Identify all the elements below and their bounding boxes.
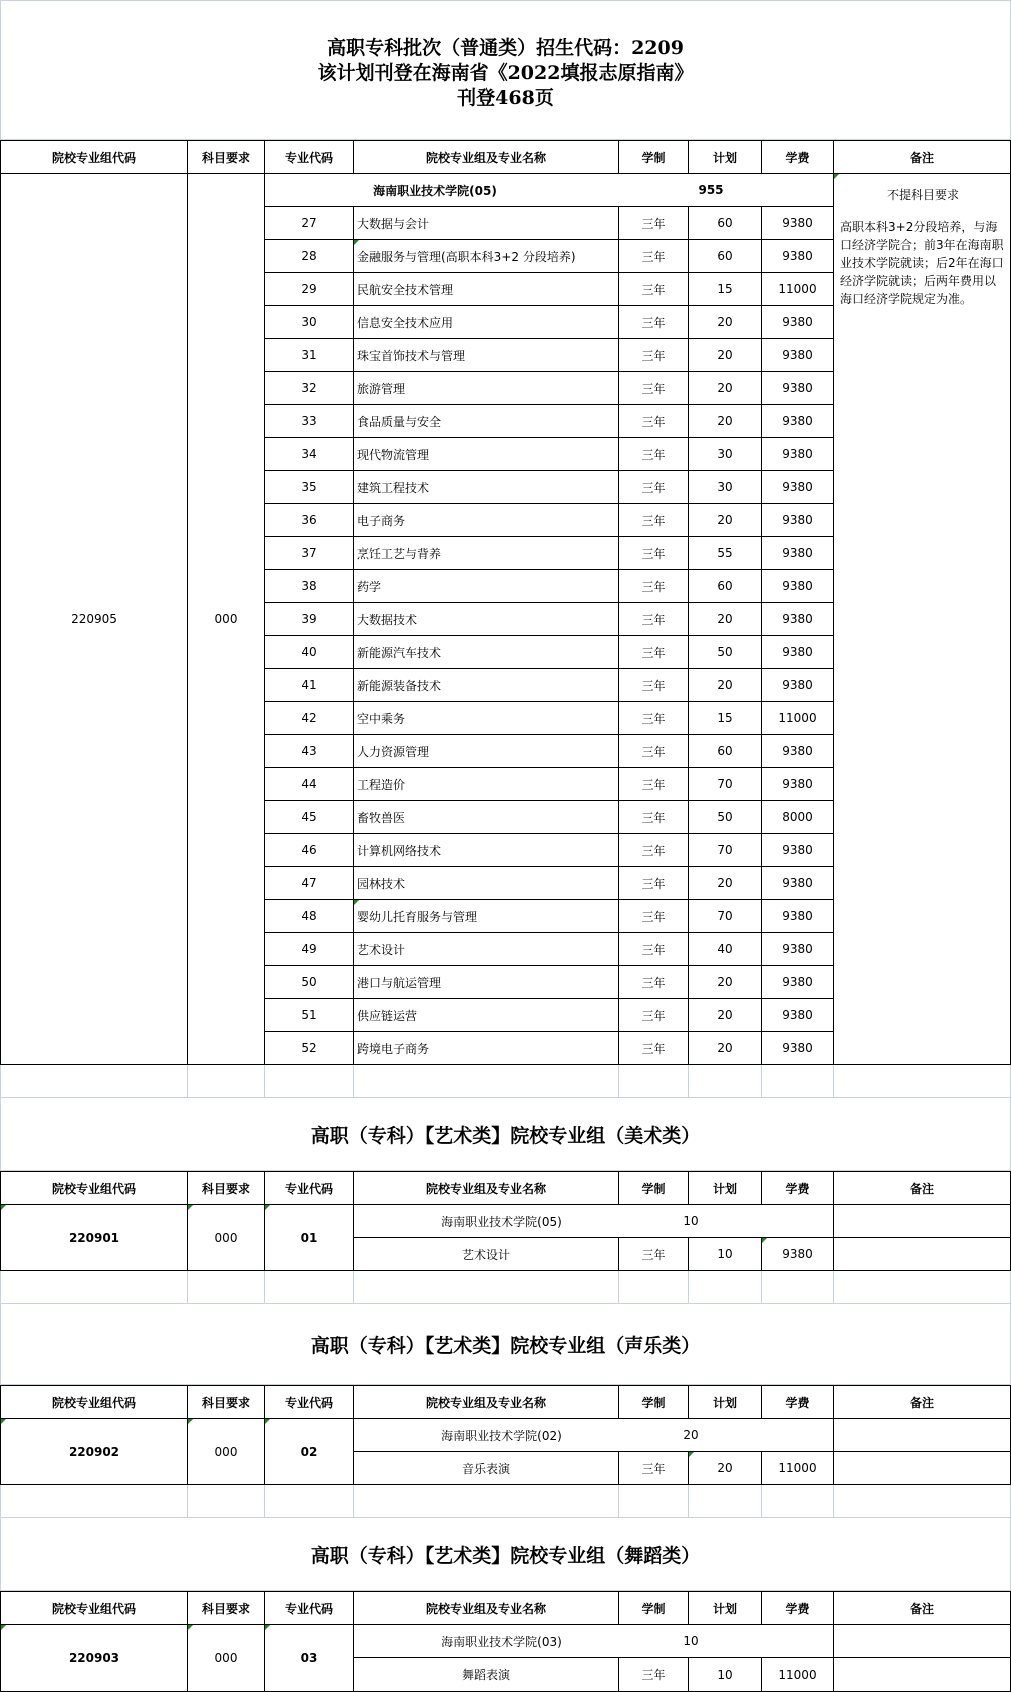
remark xyxy=(834,1205,1011,1238)
plan: 70 xyxy=(689,768,762,801)
fee: 9380 xyxy=(762,768,834,801)
empty-cell xyxy=(834,1271,1011,1304)
plan: 20 xyxy=(689,603,762,636)
plan: 20 xyxy=(689,999,762,1032)
fee: 9380 xyxy=(762,966,834,999)
empty-cell xyxy=(354,1065,619,1098)
fee: 9380 xyxy=(762,471,834,504)
duration: 三年 xyxy=(619,339,689,372)
fee: 9380 xyxy=(762,405,834,438)
major-name: 民航安全技术管理 xyxy=(354,273,619,306)
duration: 三年 xyxy=(619,702,689,735)
major-code: 43 xyxy=(265,735,354,768)
major-name: 舞蹈表演 xyxy=(354,1658,619,1692)
section-title: 高职（专科）【艺术类】院校专业组（美术类） xyxy=(0,1098,1011,1171)
sheet-title xyxy=(0,0,1011,140)
header-remark: 备注 xyxy=(834,140,1011,174)
college-row xyxy=(0,174,1011,207)
title-line-2: 该计划刊登在海南省《2022填报志原指南》 xyxy=(317,61,694,84)
empty-cell xyxy=(188,1485,265,1518)
header-name: 院校专业组及专业名称 xyxy=(354,1591,619,1625)
major-name: 空中乘务 xyxy=(354,702,619,735)
group-code: 220905 xyxy=(0,174,188,1065)
major-name: 信息安全技术应用 xyxy=(354,306,619,339)
plan: 50 xyxy=(689,636,762,669)
header-row xyxy=(0,140,1011,174)
empty-cell xyxy=(265,1271,354,1304)
header-name: 院校专业组及专业名称 xyxy=(354,1385,619,1419)
major-name: 建筑工程技术 xyxy=(354,471,619,504)
header-subject: 科目要求 xyxy=(188,1171,265,1205)
plan: 30 xyxy=(689,471,762,504)
duration: 三年 xyxy=(619,768,689,801)
major-name: 婴幼儿托育服务与管理 xyxy=(354,900,619,933)
duration: 三年 xyxy=(619,306,689,339)
header-major-code: 专业代码 xyxy=(265,140,354,174)
major-code: 31 xyxy=(265,339,354,372)
fee: 9380 xyxy=(762,372,834,405)
duration: 三年 xyxy=(619,900,689,933)
plan: 70 xyxy=(689,834,762,867)
major-name: 药学 xyxy=(354,570,619,603)
college-row xyxy=(0,1205,1011,1238)
header-major-code: 专业代码 xyxy=(265,1171,354,1205)
empty-cell xyxy=(762,1065,834,1098)
major-code: 44 xyxy=(265,768,354,801)
major-code: 50 xyxy=(265,966,354,999)
duration: 三年 xyxy=(619,207,689,240)
section-title: 高职（专科）【艺术类】院校专业组（舞蹈类） xyxy=(0,1518,1011,1591)
fee: 9380 xyxy=(762,504,834,537)
plan: 10 xyxy=(689,1238,762,1271)
fee: 11000 xyxy=(762,702,834,735)
empty-cell xyxy=(619,1485,689,1518)
duration: 三年 xyxy=(619,1032,689,1065)
empty-cell xyxy=(762,1271,834,1304)
major-name: 畜牧兽医 xyxy=(354,801,619,834)
fee: 9380 xyxy=(762,933,834,966)
major-code: 42 xyxy=(265,702,354,735)
subject-requirement: 000 xyxy=(188,174,265,1065)
duration: 三年 xyxy=(619,1658,689,1692)
major-code: 38 xyxy=(265,570,354,603)
major-name: 跨境电子商务 xyxy=(354,1032,619,1065)
fee: 11000 xyxy=(762,1452,834,1485)
plan: 55 xyxy=(689,537,762,570)
major-code: 46 xyxy=(265,834,354,867)
duration: 三年 xyxy=(619,405,689,438)
major-name: 艺术设计 xyxy=(354,933,619,966)
college-name: 海南职业技术学院(03) xyxy=(354,1625,619,1658)
plan: 20 xyxy=(689,1032,762,1065)
fee: 11000 xyxy=(762,273,834,306)
empty-cell xyxy=(689,1485,762,1518)
duration: 三年 xyxy=(619,273,689,306)
college-plan: 10 xyxy=(619,1205,834,1238)
duration: 三年 xyxy=(619,867,689,900)
plan: 60 xyxy=(689,735,762,768)
college-plan: 10 xyxy=(619,1625,834,1658)
empty-cell xyxy=(619,1065,689,1098)
group-code: 220902 xyxy=(0,1419,188,1485)
major-name: 新能源汽车技术 xyxy=(354,636,619,669)
header-plan: 计划 xyxy=(689,1591,762,1625)
fee: 9380 xyxy=(762,306,834,339)
remark xyxy=(834,1658,1011,1692)
subject-requirement: 000 xyxy=(188,1625,265,1692)
major-code: 39 xyxy=(265,603,354,636)
fee: 9380 xyxy=(762,1032,834,1065)
major-name: 金融服务与管理(高职本科3+2 分段培养) xyxy=(354,240,619,273)
empty-cell xyxy=(188,1065,265,1098)
major-name: 供应链运营 xyxy=(354,999,619,1032)
plan: 60 xyxy=(689,240,762,273)
empty-cell xyxy=(265,1065,354,1098)
header-row xyxy=(0,1171,1011,1205)
empty-cell xyxy=(689,1065,762,1098)
fee: 9380 xyxy=(762,735,834,768)
blank-row xyxy=(0,1065,1011,1098)
header-name: 院校专业组及专业名称 xyxy=(354,1171,619,1205)
major-code: 48 xyxy=(265,900,354,933)
major-name: 食品质量与安全 xyxy=(354,405,619,438)
college-plan: 955 xyxy=(619,174,834,207)
major-code: 29 xyxy=(265,273,354,306)
fee: 9380 xyxy=(762,669,834,702)
fee: 9380 xyxy=(762,834,834,867)
empty-cell xyxy=(0,1271,188,1304)
fee: 8000 xyxy=(762,801,834,834)
duration: 三年 xyxy=(619,372,689,405)
major-name: 园林技术 xyxy=(354,867,619,900)
header-plan: 计划 xyxy=(689,1385,762,1419)
fee: 9380 xyxy=(762,570,834,603)
header-remark: 备注 xyxy=(834,1591,1011,1625)
header-name: 院校专业组及专业名称 xyxy=(354,140,619,174)
major-code: 37 xyxy=(265,537,354,570)
empty-cell xyxy=(762,1485,834,1518)
major-name: 港口与航运管理 xyxy=(354,966,619,999)
fee: 9380 xyxy=(762,999,834,1032)
remark xyxy=(834,174,1011,1065)
plan: 20 xyxy=(689,306,762,339)
header-group-code: 院校专业组代码 xyxy=(0,1385,188,1419)
major-code: 35 xyxy=(265,471,354,504)
fee: 9380 xyxy=(762,900,834,933)
header-duration: 学制 xyxy=(619,1591,689,1625)
duration: 三年 xyxy=(619,735,689,768)
remark-text: 高职本科3+2分段培养，与海口经济学院合；前3年在海南职业技术学院就读；后2年在海口经济学院就读；后两年费用以海口经济学院规定为准。 xyxy=(840,220,1004,306)
major-name: 大数据技术 xyxy=(354,603,619,636)
duration: 三年 xyxy=(619,636,689,669)
major-code: 45 xyxy=(265,801,354,834)
empty-cell xyxy=(834,1065,1011,1098)
duration: 三年 xyxy=(619,999,689,1032)
blank-row xyxy=(0,1271,1011,1304)
header-major-code: 专业代码 xyxy=(265,1385,354,1419)
major-name: 音乐表演 xyxy=(354,1452,619,1485)
header-subject: 科目要求 xyxy=(188,1385,265,1419)
duration: 三年 xyxy=(619,603,689,636)
header-duration: 学制 xyxy=(619,1171,689,1205)
major-name: 大数据与会计 xyxy=(354,207,619,240)
major-code: 03 xyxy=(265,1625,354,1692)
header-fee: 学费 xyxy=(762,1591,834,1625)
fee: 9380 xyxy=(762,537,834,570)
major-code: 02 xyxy=(265,1419,354,1485)
remark xyxy=(834,1419,1011,1452)
major-name: 艺术设计 xyxy=(354,1238,619,1271)
major-code: 41 xyxy=(265,669,354,702)
empty-cell xyxy=(619,1271,689,1304)
header-subject: 科目要求 xyxy=(188,1591,265,1625)
empty-cell xyxy=(834,1485,1011,1518)
header-duration: 学制 xyxy=(619,140,689,174)
major-name: 旅游管理 xyxy=(354,372,619,405)
fee: 9380 xyxy=(762,1238,834,1271)
header-duration: 学制 xyxy=(619,1385,689,1419)
header-group-code: 院校专业组代码 xyxy=(0,140,188,174)
major-name: 计算机网络技术 xyxy=(354,834,619,867)
major-code: 36 xyxy=(265,504,354,537)
college-name: 海南职业技术学院(05) xyxy=(265,174,619,207)
major-code: 49 xyxy=(265,933,354,966)
major-name: 烹饪工艺与背养 xyxy=(354,537,619,570)
plan: 20 xyxy=(689,372,762,405)
plan: 15 xyxy=(689,273,762,306)
plan: 70 xyxy=(689,900,762,933)
remark xyxy=(834,1238,1011,1271)
header-row xyxy=(0,1591,1011,1625)
college-name: 海南职业技术学院(02) xyxy=(354,1419,619,1452)
fee: 9380 xyxy=(762,339,834,372)
duration: 三年 xyxy=(619,570,689,603)
duration: 三年 xyxy=(619,933,689,966)
fee: 9380 xyxy=(762,240,834,273)
plan: 20 xyxy=(689,1452,762,1485)
empty-cell xyxy=(354,1485,619,1518)
major-code: 40 xyxy=(265,636,354,669)
major-code: 01 xyxy=(265,1205,354,1271)
empty-cell xyxy=(0,1485,188,1518)
major-code: 27 xyxy=(265,207,354,240)
remark xyxy=(834,1625,1011,1658)
header-group-code: 院校专业组代码 xyxy=(0,1591,188,1625)
fee: 11000 xyxy=(762,1658,834,1692)
major-name: 人力资源管理 xyxy=(354,735,619,768)
college-row xyxy=(0,1625,1011,1658)
fee: 9380 xyxy=(762,207,834,240)
header-group-code: 院校专业组代码 xyxy=(0,1171,188,1205)
major-code: 28 xyxy=(265,240,354,273)
college-row xyxy=(0,1419,1011,1452)
header-remark: 备注 xyxy=(834,1171,1011,1205)
duration: 三年 xyxy=(619,471,689,504)
section-title: 高职（专科）【艺术类】院校专业组（声乐类） xyxy=(0,1304,1011,1385)
duration: 三年 xyxy=(619,801,689,834)
empty-cell xyxy=(188,1271,265,1304)
duration: 三年 xyxy=(619,669,689,702)
subject-requirement: 000 xyxy=(188,1205,265,1271)
major-code: 34 xyxy=(265,438,354,471)
plan: 20 xyxy=(689,405,762,438)
plan: 20 xyxy=(689,339,762,372)
major-code: 47 xyxy=(265,867,354,900)
major-name: 新能源装备技术 xyxy=(354,669,619,702)
plan: 20 xyxy=(689,966,762,999)
subject-requirement: 000 xyxy=(188,1419,265,1485)
header-fee: 学费 xyxy=(762,1171,834,1205)
major-code: 51 xyxy=(265,999,354,1032)
college-name: 海南职业技术学院(05) xyxy=(354,1205,619,1238)
major-name: 工程造价 xyxy=(354,768,619,801)
fee: 9380 xyxy=(762,603,834,636)
duration: 三年 xyxy=(619,966,689,999)
title-line-3: 刊登468页 xyxy=(457,86,554,109)
plan: 60 xyxy=(689,570,762,603)
major-code: 32 xyxy=(265,372,354,405)
duration: 三年 xyxy=(619,537,689,570)
header-fee: 学费 xyxy=(762,140,834,174)
header-plan: 计划 xyxy=(689,1171,762,1205)
empty-cell xyxy=(0,1065,188,1098)
fee: 9380 xyxy=(762,867,834,900)
section-title-row xyxy=(0,1518,1011,1591)
major-name: 现代物流管理 xyxy=(354,438,619,471)
header-remark: 备注 xyxy=(834,1385,1011,1419)
major-code: 52 xyxy=(265,1032,354,1065)
header-fee: 学费 xyxy=(762,1385,834,1419)
duration: 三年 xyxy=(619,504,689,537)
header-plan: 计划 xyxy=(689,140,762,174)
remark xyxy=(834,1452,1011,1485)
duration: 三年 xyxy=(619,1452,689,1485)
duration: 三年 xyxy=(619,438,689,471)
header-subject: 科目要求 xyxy=(188,140,265,174)
plan: 20 xyxy=(689,504,762,537)
plan: 10 xyxy=(689,1658,762,1692)
college-plan: 20 xyxy=(619,1419,834,1452)
empty-cell xyxy=(265,1485,354,1518)
duration: 三年 xyxy=(619,1238,689,1271)
duration: 三年 xyxy=(619,240,689,273)
plan: 50 xyxy=(689,801,762,834)
fee: 9380 xyxy=(762,636,834,669)
header-row xyxy=(0,1385,1011,1419)
major-name: 珠宝首饰技术与管理 xyxy=(354,339,619,372)
plan: 20 xyxy=(689,669,762,702)
plan: 20 xyxy=(689,867,762,900)
empty-cell xyxy=(689,1271,762,1304)
plan: 30 xyxy=(689,438,762,471)
major-code: 30 xyxy=(265,306,354,339)
major-code: 33 xyxy=(265,405,354,438)
major-name: 电子商务 xyxy=(354,504,619,537)
group-code: 220903 xyxy=(0,1625,188,1692)
fee: 9380 xyxy=(762,438,834,471)
blank-row xyxy=(0,1485,1011,1518)
remark-title: 不提科目要求 xyxy=(887,188,960,202)
plan: 15 xyxy=(689,702,762,735)
header-major-code: 专业代码 xyxy=(265,1591,354,1625)
duration: 三年 xyxy=(619,834,689,867)
section-title-row xyxy=(0,1304,1011,1385)
plan: 40 xyxy=(689,933,762,966)
plan: 60 xyxy=(689,207,762,240)
empty-cell xyxy=(354,1271,619,1304)
section-title-row xyxy=(0,1098,1011,1171)
title-line-1: 高职专科批次（普通类）招生代码：2209 xyxy=(327,36,684,59)
group-code: 220901 xyxy=(0,1205,188,1271)
